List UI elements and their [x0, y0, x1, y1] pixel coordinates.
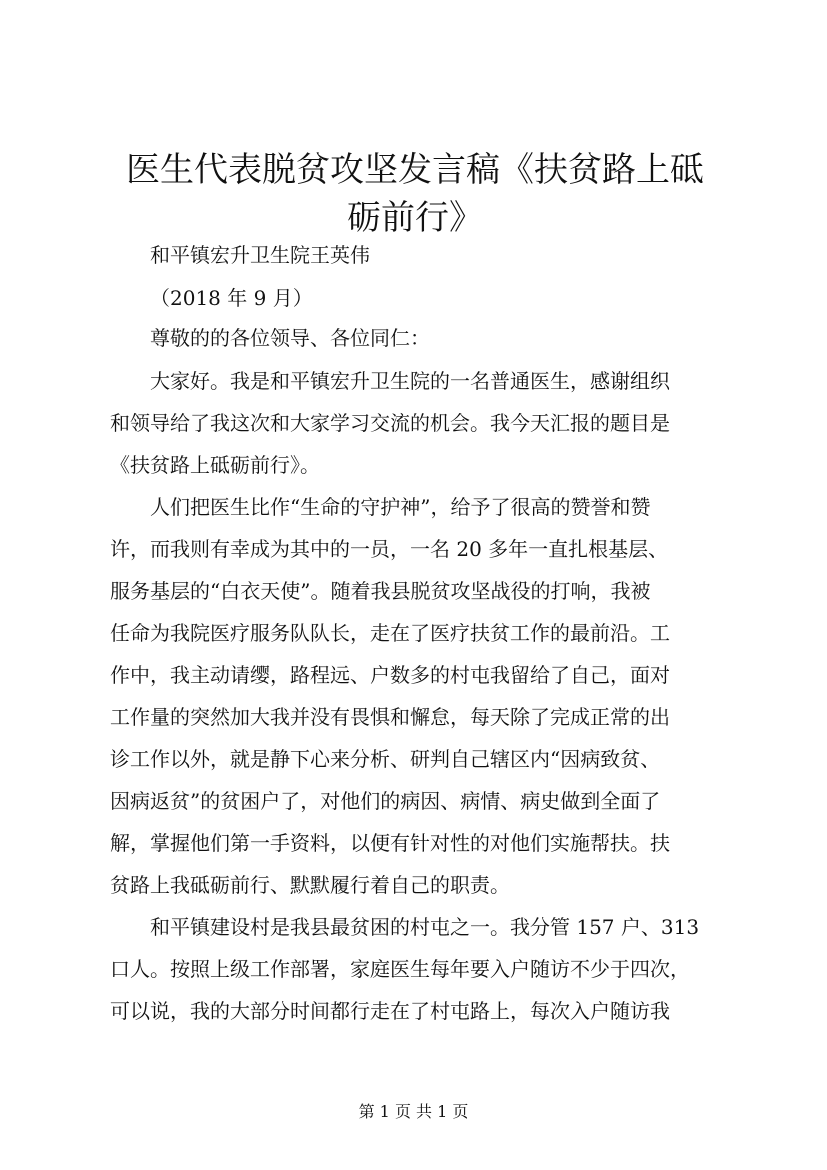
paragraph-line: 大家好。我是和平镇宏升卫生院的一名普通医生，感谢组织: [150, 369, 670, 393]
paragraph-line: 服务基层的“白衣天使”。随着我县脱贫攻坚战役的打响，我被: [110, 579, 651, 603]
author-line: 和平镇宏升卫生院王英伟: [150, 243, 370, 267]
document-title: 医生代表脱贫攻坚发言稿《扶贫路上砥砺前行》: [126, 150, 704, 238]
paragraph-line: 《扶贫路上砥砺前行》。: [110, 453, 320, 477]
paragraph-line: 贫路上我砥砺前行、默默履行着自己的职责。: [110, 873, 510, 897]
paragraph-line: 因病返贫”的贫困户了，对他们的病因、病情、病史做到全面了: [110, 789, 661, 813]
paragraph-line: 和领导给了我这次和大家学习交流的机会。我今天汇报的题目是: [110, 411, 670, 435]
paragraph-line: 许，而我则有幸成为其中的一员，一名 20 多年一直扎根基层、: [110, 537, 669, 561]
paragraph-line: 诊工作以外，就是静下心来分析、研判自己辖区内“因病致贫、: [110, 747, 661, 771]
paragraph-line: 人们把医生比作“生命的守护神”，给予了很高的赞誉和赞: [150, 495, 651, 519]
paragraph-line: 口人。按照上级工作部署，家庭医生每年要入户随访不少于四次，: [110, 957, 690, 981]
paragraph-line: 工作量的突然加大我并没有畏惧和懈怠，每天除了完成正常的出: [110, 705, 670, 729]
salutation: 尊敬的的各位领导、各位同仁：: [150, 326, 430, 350]
paragraph-line: 和平镇建设村是我县最贫困的村屯之一。我分管 157 户、313: [150, 915, 700, 939]
paragraph-line: 可以说，我的大部分时间都行走在了村屯路上，每次入户随访我: [110, 999, 670, 1023]
date-line: （2018 年 9 月）: [150, 286, 313, 310]
paragraph-line: 任命为我院医疗服务队队长，走在了医疗扶贫工作的最前沿。工: [110, 621, 670, 645]
paragraph-line: 解，掌握他们第一手资料，以便有针对性的对他们实施帮扶。扶: [110, 831, 670, 855]
paragraph-line: 作中，我主动请缨，路程远、户数多的村屯我留给了自己，面对: [110, 663, 670, 687]
page-footer: 第 1 页 共 1 页: [358, 1102, 469, 1121]
